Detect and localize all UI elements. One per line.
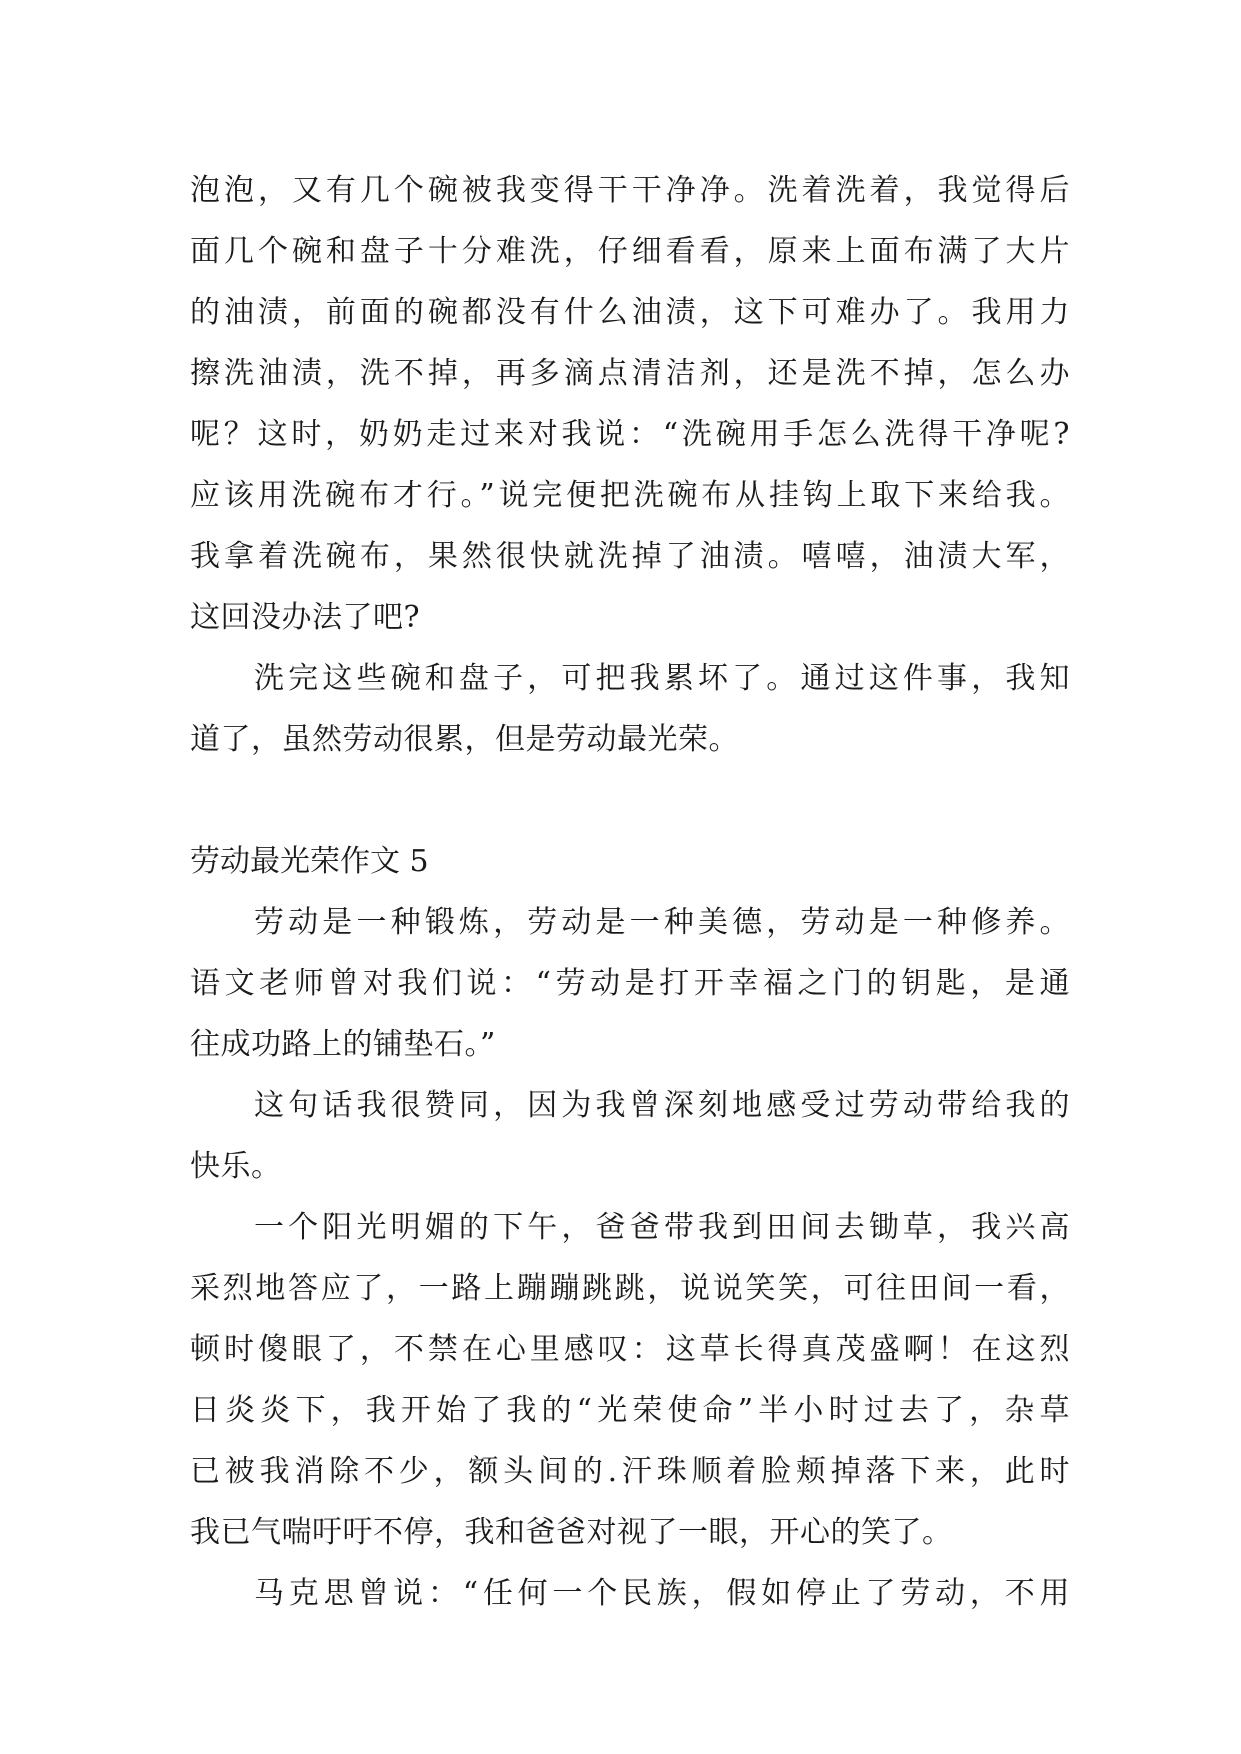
essay5-paragraph-2 xyxy=(190,1075,1070,1197)
text-line: 一个阳光明媚的下午，爸爸带我到田间去锄草，我兴高 xyxy=(254,1210,1070,1245)
text-line: 道了，虽然劳动很累，但是劳动最光荣。 xyxy=(190,722,739,757)
essay5-paragraph-4 xyxy=(190,1563,1070,1624)
text-line: 擦洗油渍，洗不掉，再多滴点清洁剂，还是洗不掉，怎么办 xyxy=(190,356,1070,391)
text-line: 面几个碗和盘子十分难洗，仔细看看，原来上面布满了大片 xyxy=(190,234,1070,269)
text-line: 应该用洗碗布才行。”说完便把洗碗布从挂钩上取下来给我。 xyxy=(190,478,1070,513)
paragraph-conclusion xyxy=(190,648,1070,770)
text-line: 我已气喘吁吁不停，我和爸爸对视了一眼，开心的笑了。 xyxy=(190,1515,953,1550)
text-line: 顿时傻眼了，不禁在心里感叹：这草长得真茂盛啊！在这烈 xyxy=(190,1332,1070,1367)
text-line: 这句话我很赞同，因为我曾深刻地感受过劳动带给我的 xyxy=(254,1088,1070,1123)
text-line: 的油渍，前面的碗都没有什么油渍，这下可难办了。我用力 xyxy=(190,295,1070,330)
paragraph-continuation xyxy=(190,160,1070,648)
section-spacer xyxy=(190,770,1070,831)
text-line: 采烈地答应了，一路上蹦蹦跳跳，说说笑笑，可往田间一看， xyxy=(190,1271,1070,1306)
text-line: 泡泡，又有几个碗被我变得干干净净。洗着洗着，我觉得后 xyxy=(190,173,1070,208)
text-line: 洗完这些碗和盘子，可把我累坏了。通过这件事，我知 xyxy=(254,661,1070,696)
text-line: 劳动是一种锻炼，劳动是一种美德，劳动是一种修养。 xyxy=(254,905,1070,940)
text-line: 马克思曾说：“任何一个民族，假如停止了劳动，不用 xyxy=(254,1576,1070,1611)
essay-title: 劳动最光荣作文 5 xyxy=(190,844,429,879)
essay5-paragraph-1 xyxy=(190,892,1070,1075)
essay5-paragraph-3 xyxy=(190,1197,1070,1563)
text-line: 日炎炎下，我开始了我的“光荣使命”半小时过去了，杂草 xyxy=(190,1393,1070,1428)
text-line: 已被我消除不少，额头间的.汗珠顺着脸颊掉落下来，此时 xyxy=(190,1454,1070,1489)
text-line: 我拿着洗碗布，果然很快就洗掉了油渍。嘻嘻，油渍大军， xyxy=(190,539,1070,574)
text-line: 快乐。 xyxy=(190,1149,282,1184)
text-line: 语文老师曾对我们说：“劳动是打开幸福之门的钥匙，是通 xyxy=(190,966,1070,1001)
text-line: 这回没办法了吧? xyxy=(190,600,421,635)
text-line: 呢？这时，奶奶走过来对我说：“洗碗用手怎么洗得干净呢? xyxy=(190,417,1070,452)
text-line: 往成功路上的铺垫石。” xyxy=(190,1027,496,1062)
document-page xyxy=(190,160,1070,1624)
